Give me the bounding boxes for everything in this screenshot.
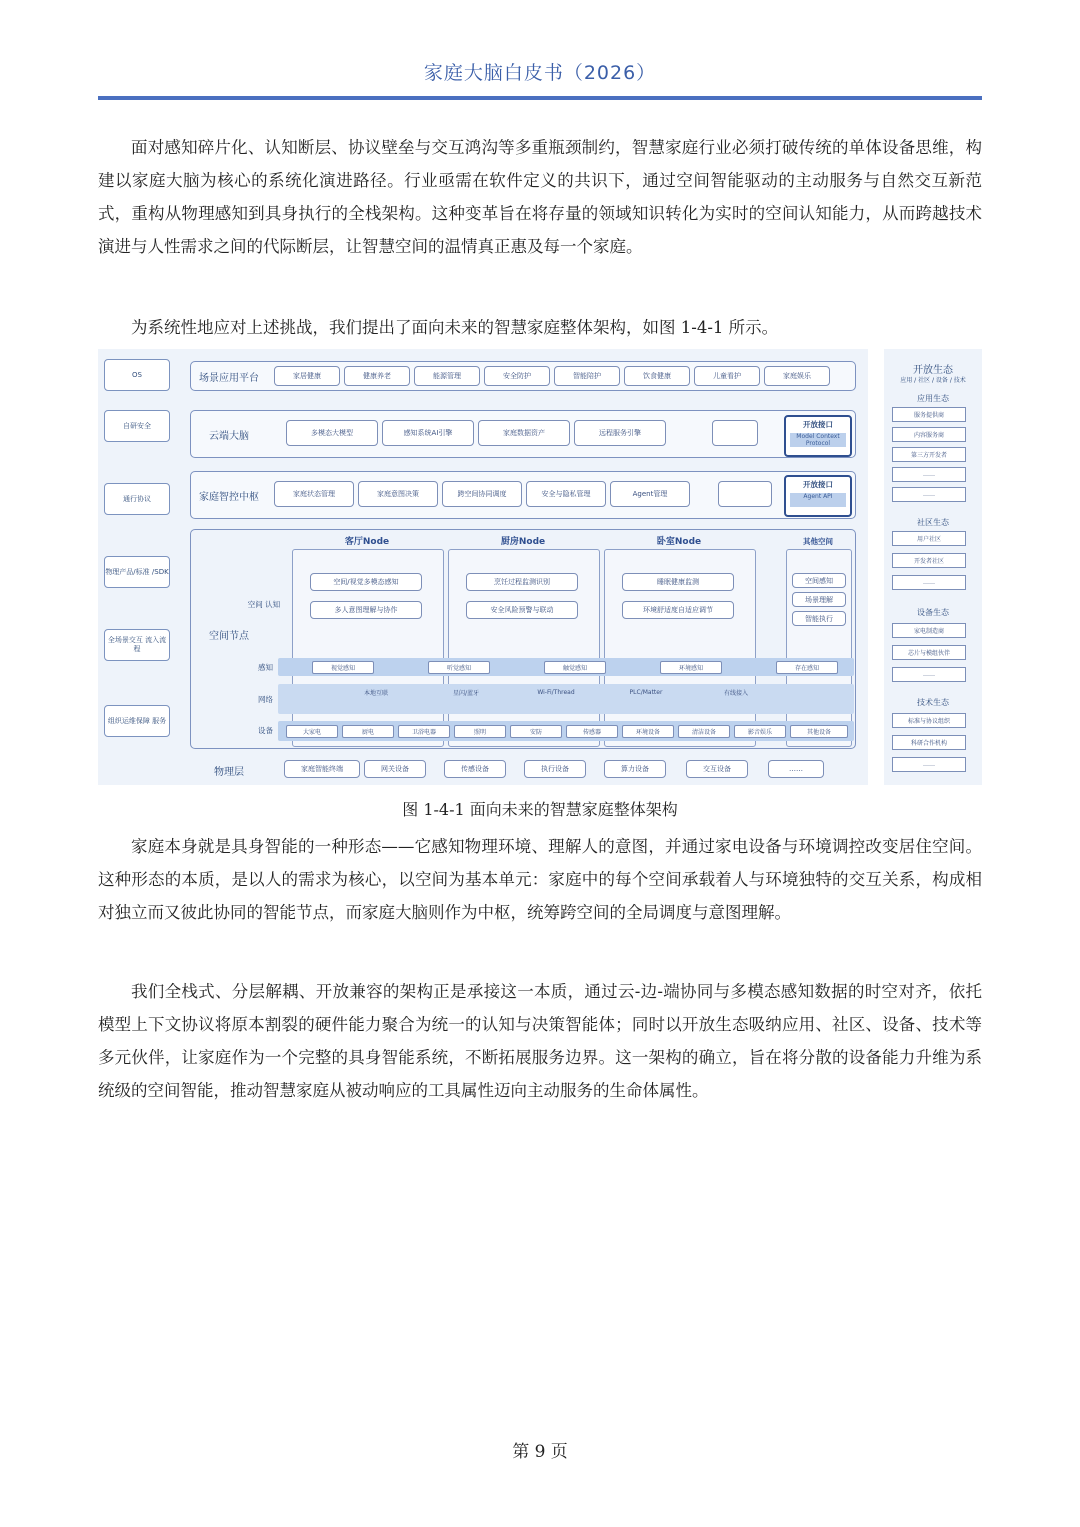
layer-chip: 能源管理 (414, 366, 480, 386)
open-interface-title: 开放接口 (803, 480, 833, 489)
strip-label: 网络 (258, 695, 273, 704)
eco-item: …… (892, 757, 966, 772)
node-title: 其他空间 (803, 537, 833, 546)
eco-item: …… (892, 575, 966, 590)
eco-item: 芯片与模组伙伴 (892, 645, 966, 660)
layer-chip: 感知系统AI引擎 (382, 420, 474, 446)
eco-group-title: 设备生态 (917, 608, 949, 617)
layer-chip: 饮食健康 (624, 366, 690, 386)
paragraph-4: 我们全栈式、分层解耦、开放兼容的架构正是承接这一本质，通过云-边-端协同与多模态感知数据的时空对齐，依托模型上下文协议将原本割裂的硬件能力聚合为统一的认知与决策智能体；同时以开放生态吸纳应用、社区、设备、技术等多元伙伴，让家庭作为一个完整的具身智能系统，不断拓展服务边界。这一架构的确立，旨在将分散的设备能力升维为系统级的空间智能，推动智慧家庭从被动响应的工具属性迈向主动服务的生命体属性。 (98, 982, 982, 1100)
layer-chip: 跨空间协同调度 (442, 481, 522, 507)
physical-chip: 传感设备 (444, 760, 506, 778)
node-chip: 烹饪过程监测识别 (466, 573, 578, 591)
strip-item: 星闪/蓝牙 (452, 690, 480, 697)
strip-item: 卫浴电器 (398, 725, 450, 738)
page-header-title: 家庭大脑白皮书（2026） (423, 62, 657, 84)
paragraph-1: 面对感知碎片化、认知断层、协议壁垒与交互鸿沟等多重瓶颈制约，智慧家庭行业必须打破传统的单体设备思维，构建以家庭大脑为核心的系统化演进路径。行业亟需在软件定义的共识下，通过空间智能驱动的主动服务与自然交互新范式，重构从物理感知到具身执行的全栈架构。这种变革旨在将存量的领域知识转化为实时的空间认知能力，从而跨越技术演进与人性需求之间的代际断层，让智慧空间的温情真正惠及每一个家庭。 (98, 138, 982, 256)
architecture-figure (98, 349, 982, 785)
strip-item: 清洁设备 (678, 725, 730, 738)
open-interface-detail: Agent API (790, 493, 846, 507)
layer-chip: 健康养老 (344, 366, 410, 386)
side-label: 全场景交互 流入流程 (104, 629, 170, 661)
strip-item: 有线接入 (723, 690, 748, 697)
node-chip: 空间/视觉多模态感知 (310, 573, 422, 591)
eco-item: 第三方开发者 (892, 447, 966, 462)
strip-item: 影音娱乐 (734, 725, 786, 738)
node-chip: 安全风险预警与联动 (466, 601, 578, 619)
eco-title: 开放生态 (913, 365, 953, 376)
eco-subtitle: 应用 / 社区 / 设备 / 技术 (900, 377, 966, 384)
layer-chip: 家居健康 (274, 366, 340, 386)
paragraph-3: 家庭本身就是具身智能的一种形态——它感知物理环境、理解人的意图，并通过家电设备与环境调控改变居住空间。这种形态的本质，是以人的需求为核心，以空间为基本单元：家庭中的每个空间承载着人与环境独特的交互关系，构成相对独立而又彼此协同的智能节点，而家庭大脑则作为中枢，统筹跨空间的全局调度与意图理解。 (98, 837, 982, 922)
layer-chip (712, 420, 758, 446)
open-interface-detail: Model Context Protocol (790, 433, 846, 447)
eco-item: 开发者社区 (892, 553, 966, 568)
strip-label: 设备 (258, 726, 273, 735)
eco-item: …… (892, 467, 966, 482)
eco-item: 科研合作机构 (892, 735, 966, 750)
paragraph-2: 为系统性地应对上述挑战，我们提出了面向未来的智慧家庭整体架构，如图 1-4-1 所示。 (131, 318, 779, 337)
physical-layer-label: 物理层 (214, 767, 244, 778)
side-label: 组织运维保障 服务 (104, 705, 170, 737)
layer-chip: 家庭状态管理 (274, 481, 354, 507)
strip-item: 存在感知 (776, 661, 838, 674)
eco-item: 用户社区 (892, 531, 966, 546)
layer-chip: 家庭数据资产 (478, 420, 570, 446)
node-title: 卧室Node (656, 537, 702, 547)
layer-chip: 家庭娱乐 (764, 366, 830, 386)
side-label: OS (104, 359, 170, 391)
strip-item: 本地互联 (363, 690, 388, 697)
open-ecosystem-panel (884, 349, 982, 785)
open-interface-box (784, 415, 852, 457)
physical-chip: …… (768, 760, 824, 778)
eco-group-title: 应用生态 (917, 394, 949, 403)
layer-chip: 家庭意图决策 (358, 481, 438, 507)
strip-item: PLC/Matter (629, 689, 663, 696)
strip-item: 照明 (454, 725, 506, 738)
eco-item: 服务提供商 (892, 407, 966, 422)
architecture-diagram (98, 349, 868, 785)
eco-group-title: 技术生态 (917, 698, 949, 707)
figure-caption: 图 1-4-1 面向未来的智慧家庭整体架构 (402, 800, 678, 819)
layer-chip: 安全与隐私管理 (526, 481, 606, 507)
node-chip: 多人意图理解与协作 (310, 601, 422, 619)
strip-item: 大家电 (286, 725, 338, 738)
open-interface-box (784, 475, 852, 517)
node-title: 客厅Node (344, 537, 390, 547)
strip-item: 触觉感知 (544, 661, 606, 674)
node-chip: 智能执行 (792, 611, 846, 626)
side-label: 通行协议 (104, 483, 170, 515)
strip-item: 厨电 (342, 725, 394, 738)
side-label: 自研安全 (104, 410, 170, 442)
eco-item: 内容服务商 (892, 427, 966, 442)
strip-item: Wi-Fi/Thread (537, 689, 575, 696)
physical-chip: 家庭智能终端 (284, 760, 360, 778)
eco-item: 标准与协议组织 (892, 713, 966, 728)
layer-chip: 安全防护 (484, 366, 550, 386)
strip-item: 听觉感知 (428, 661, 490, 674)
layer-chip: 远程服务引擎 (574, 420, 666, 446)
open-interface-title: 开放接口 (803, 420, 833, 429)
page-number: 第 9 页 (512, 1442, 568, 1462)
node-title: 厨房Node (500, 537, 546, 547)
layer-chip (718, 481, 772, 507)
layer-chip: Agent管理 (610, 481, 690, 507)
node-chip: 环境舒适度自适应调节 (622, 601, 734, 619)
strip-label: 感知 (258, 663, 273, 672)
node-chip: 空间感知 (792, 573, 846, 588)
eco-item: 家电制造商 (892, 623, 966, 638)
strip-item: 安防 (510, 725, 562, 738)
physical-chip: 网关设备 (364, 760, 426, 778)
physical-chip: 交互设备 (686, 760, 748, 778)
layer-label: 家庭智控中枢 (199, 492, 259, 503)
layer-chip: 多模态大模型 (286, 420, 378, 446)
physical-chip: 算力设备 (604, 760, 666, 778)
space-cognition-label: 空间 认知 (247, 600, 281, 609)
node-chip: 睡眠健康监测 (622, 573, 734, 591)
strip-item: 环境感知 (660, 661, 722, 674)
header-divider (98, 96, 982, 100)
side-label: 物理产品/标准 /SDK (104, 556, 170, 588)
node-chip: 场景理解 (792, 592, 846, 607)
strip-item: 传感器 (566, 725, 618, 738)
physical-chip: 执行设备 (524, 760, 586, 778)
strip-item: 环境设备 (622, 725, 674, 738)
layer-chip: 儿童看护 (694, 366, 760, 386)
space-node-label: 空间节点 (209, 631, 249, 642)
strip-item: 视觉感知 (312, 661, 374, 674)
layer-label: 场景应用平台 (199, 373, 259, 384)
eco-group-title: 社区生态 (917, 518, 949, 527)
eco-item: …… (892, 487, 966, 502)
eco-item: …… (892, 667, 966, 682)
layer-chip: 智能陪护 (554, 366, 620, 386)
layer-label: 云端大脑 (209, 431, 249, 442)
strip-item: 其他设备 (790, 725, 848, 738)
